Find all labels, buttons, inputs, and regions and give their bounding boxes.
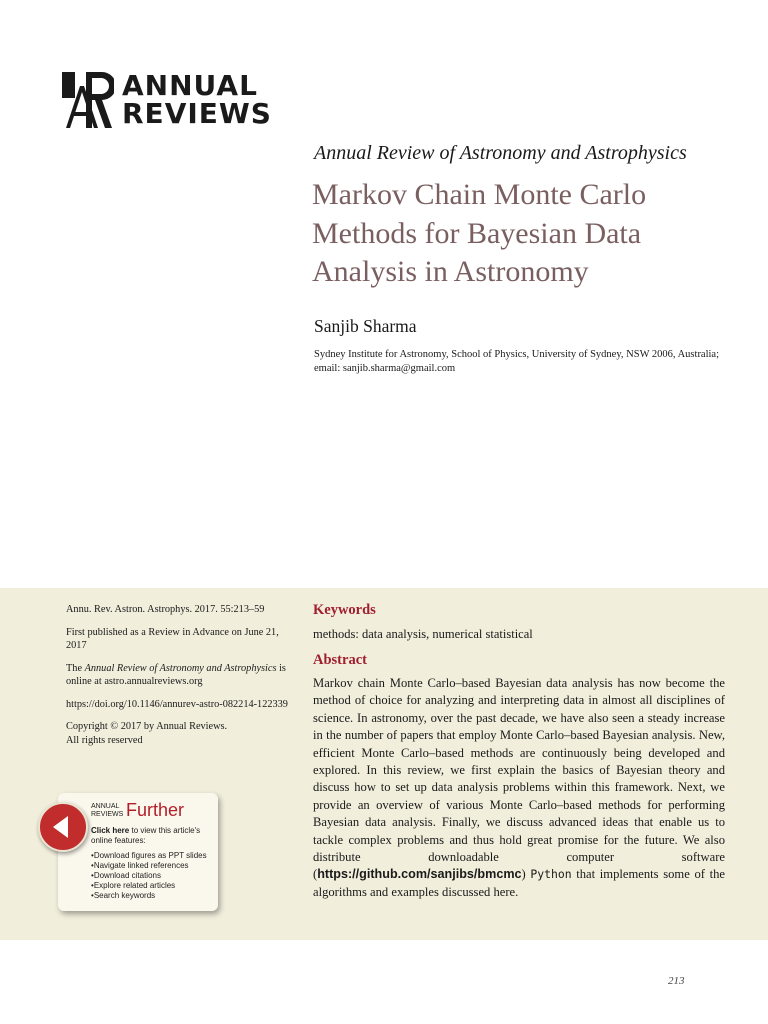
- abstract-text: [313, 675, 725, 901]
- abstract-body: Markov chain Monte Carlo–based Bayesian data analysis has now become the method of choice for analyzing and interpreting data in almost all disciplines of science. In astronomy, over the past decade, we have also seen a steady increase in the number of papers that employ Monte Carlo–based Bayesian analysis. New, efficient Monte Carlo–based methods are continuously being developed and explored. In this review, we first explain the basics of Bayesian theory and discuss how to set up data analysis problems within this framework. Next, we provide an overview of various Monte Carlo–based methods for performing Bayesian data analysis. Finally, we discuss advanced ideas that enable us to tackle complex problems and thus hold great promise for the future. We also distribute downloadable computer software (: [313, 676, 725, 882]
- logo-wordmark: [122, 69, 272, 130]
- keywords-text: methods: data analysis, numerical statistical: [313, 627, 533, 641]
- keywords-heading: Keywords: [313, 602, 376, 618]
- annual-reviews-logo-mark: [62, 72, 114, 128]
- online-journal-name: Annual Review of Astronomy and Astrophysics: [84, 662, 277, 674]
- further-features-list: [91, 851, 207, 901]
- first-published: First published as a Review in Advance on June 21, 2017: [66, 626, 279, 651]
- online-prefix: The: [66, 662, 85, 674]
- abstract-heading: Abstract: [313, 652, 367, 668]
- journal-name: Annual Review of Astronomy and Astrophysics: [314, 142, 687, 164]
- further-feature-item[interactable]: • Download figures as PPT slides: [91, 851, 207, 861]
- citation: Annu. Rev. Astron. Astrophys. 2017. 55:213–59: [66, 604, 265, 615]
- copyright-line: Copyright © 2017 by Annual Reviews.: [66, 721, 228, 732]
- author-affiliation: Sydney Institute for Astronomy, School of Physics, University of Sydney, NSW 2006, Australia; email: sanjib.sharma@gmail.com: [314, 349, 720, 374]
- annual-reviews-logo[interactable]: [62, 69, 272, 130]
- click-here-rest: to view this article's online features:: [91, 826, 201, 845]
- abstract-ending: that implements some of the algorithms and examples discussed here.: [313, 867, 726, 899]
- doi-link[interactable]: https://doi.org/10.1146/annurev-astro-082214-122339: [66, 698, 288, 710]
- further-brand-line-2: REVIEWS: [91, 811, 124, 818]
- software-url-link[interactable]: https://github.com/sanjibs/bmcmc: [317, 867, 522, 882]
- page-number: 213: [668, 975, 685, 987]
- article-title: Markov Chain Monte Carlo Methods for Bayesian Data Analysis in Astronomy: [312, 178, 647, 288]
- copyright: [66, 720, 288, 747]
- rights-line: All rights reserved: [66, 734, 143, 746]
- logo-line-1: ANNUAL: [122, 69, 258, 102]
- keywords-abstract-column: [313, 602, 725, 901]
- further-feature-item[interactable]: • Search keywords: [91, 891, 207, 901]
- online-statement: [66, 662, 288, 689]
- click-here-link[interactable]: Click here: [91, 826, 130, 835]
- online-suffix: is online at astro.annualreviews.org: [66, 662, 286, 687]
- python-code-label: Python: [530, 867, 572, 882]
- further-click-here[interactable]: [91, 826, 221, 846]
- further-feature-item[interactable]: • Explore related articles: [91, 881, 207, 891]
- further-brand: [91, 803, 123, 819]
- further-brand-line-1: ANNUAL: [91, 803, 120, 810]
- further-title: Further: [126, 800, 185, 820]
- author-name: Sanjib Sharma: [314, 316, 417, 336]
- further-play-icon[interactable]: [38, 802, 88, 852]
- further-feature-item[interactable]: • Navigate linked references: [91, 861, 207, 871]
- article-metadata-sidebar: [66, 603, 288, 747]
- abstract-paren: ): [521, 867, 531, 882]
- logo-line-2: REVIEWS: [122, 97, 272, 130]
- further-feature-item[interactable]: • Download citations: [91, 871, 207, 881]
